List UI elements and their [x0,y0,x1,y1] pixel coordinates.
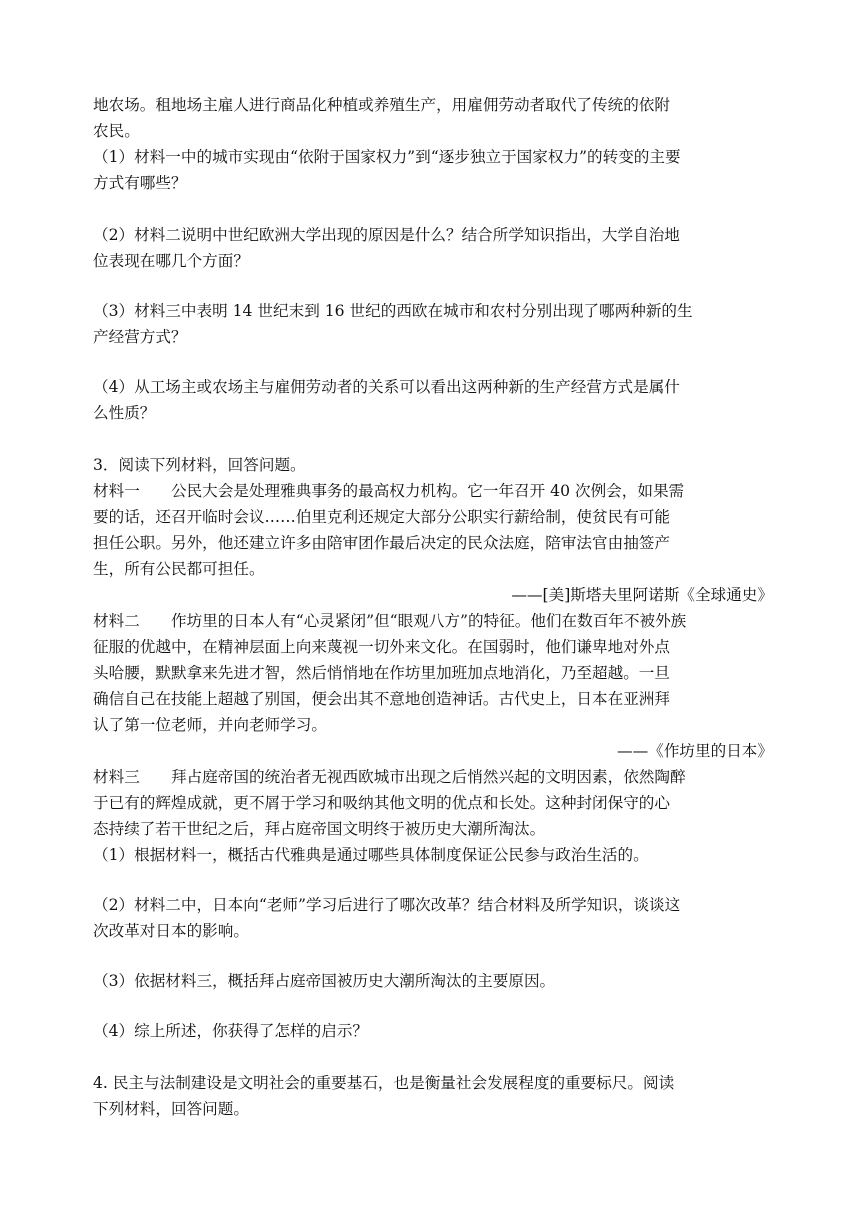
q4-stem: 4. 民主与法制建设是文明社会的重要基石，也是衡量社会发展程度的重要标尺。阅读 下列材料，回答问题。 [93,1074,675,1118]
q3-material-2: 材料二 作坊里的日本人有“心灵紧闭”但“眼观八方”的特征。他们在数百年不被外族 征服的优越中，在精神层面上向来蔑视一切外来文化。在国弱时，他们谦卑地对外点 头哈腰，默默拿来先进才智，然后悄悄地在作坊里加班加点地消化，乃至超越。一旦 确信自己在技能上超越了别国，便会出其不意地创造神话。古代史上，日本在亚洲拜 认了第一位老师，并向老师学习。 [93,612,687,734]
q2-material-continuation: 地农场。租地场主雇人进行商品化种植或养殖生产，用雇佣劳动者取代了传统的依附 农民。 [93,96,670,140]
q3-material-2-source: ——《作坊里的日本》 [617,742,773,760]
q2-subquestion-1: （1）材料一中的城市实现由“依附于国家权力”到“逐步独立于国家权力”的转变的主要 方式有哪些？ [93,148,681,192]
q3-subquestion-3: （3）依据材料三，概括拜占庭帝国被历史大潮所淘汰的主要原因。 [93,972,556,990]
q3-material-1: 材料一 公民大会是处理雅典事务的最高权力机构。它一年召开 40 次例会，如果需 要的话，还召开临时会议……伯里克利还规定大部分公职实行薪给制，使贫民有可能 担任公职。另外，他还建立许多由陪审团作最后决定的民众法庭，陪审法官由抽签产 生，所有公民都可担任。 [93,482,685,578]
q3-subquestion-1: （1）根据材料一，概括古代雅典是通过哪些具体制度保证公民参与政治生活的。 [93,846,649,864]
q2-subquestion-3: （3）材料三中表明 14 世纪末到 16 世纪的西欧在城市和农村分别出现了哪两种新的生 产经营方式？ [93,302,693,346]
q3-stem: 3．阅读下列材料，回答问题。 [93,456,306,474]
q3-subquestion-2: （2）材料二中，日本向“老师”学习后进行了哪次改革？结合材料及所学知识，谈谈这 次改革对日本的影响。 [93,896,681,940]
q3-material-1-source: ——[美]斯塔夫里阿诺斯《全球通史》 [511,586,773,604]
q3-subquestion-4: （4）综上所述，你获得了怎样的启示？ [93,1022,369,1040]
q3-material-3: 材料三 拜占庭帝国的统治者无视西欧城市出现之后悄然兴起的文明因素，依然陶醉 于已有的辉煌成就，更不屑于学习和吸纳其他文明的优点和长处。这种封闭保守的心 态持续了若干世纪之后，拜占庭帝国文明终于被历史大潮所淘汰。 [93,768,686,838]
q2-subquestion-4: （4）从工场主或农场主与雇佣劳动者的关系可以看出这两种新的生产经营方式是属什 么性质？ [93,378,680,422]
q2-subquestion-2: （2）材料二说明中世纪欧洲大学出现的原因是什么？结合所学知识指出，大学自治地 位表现在哪几个方面？ [93,226,680,270]
